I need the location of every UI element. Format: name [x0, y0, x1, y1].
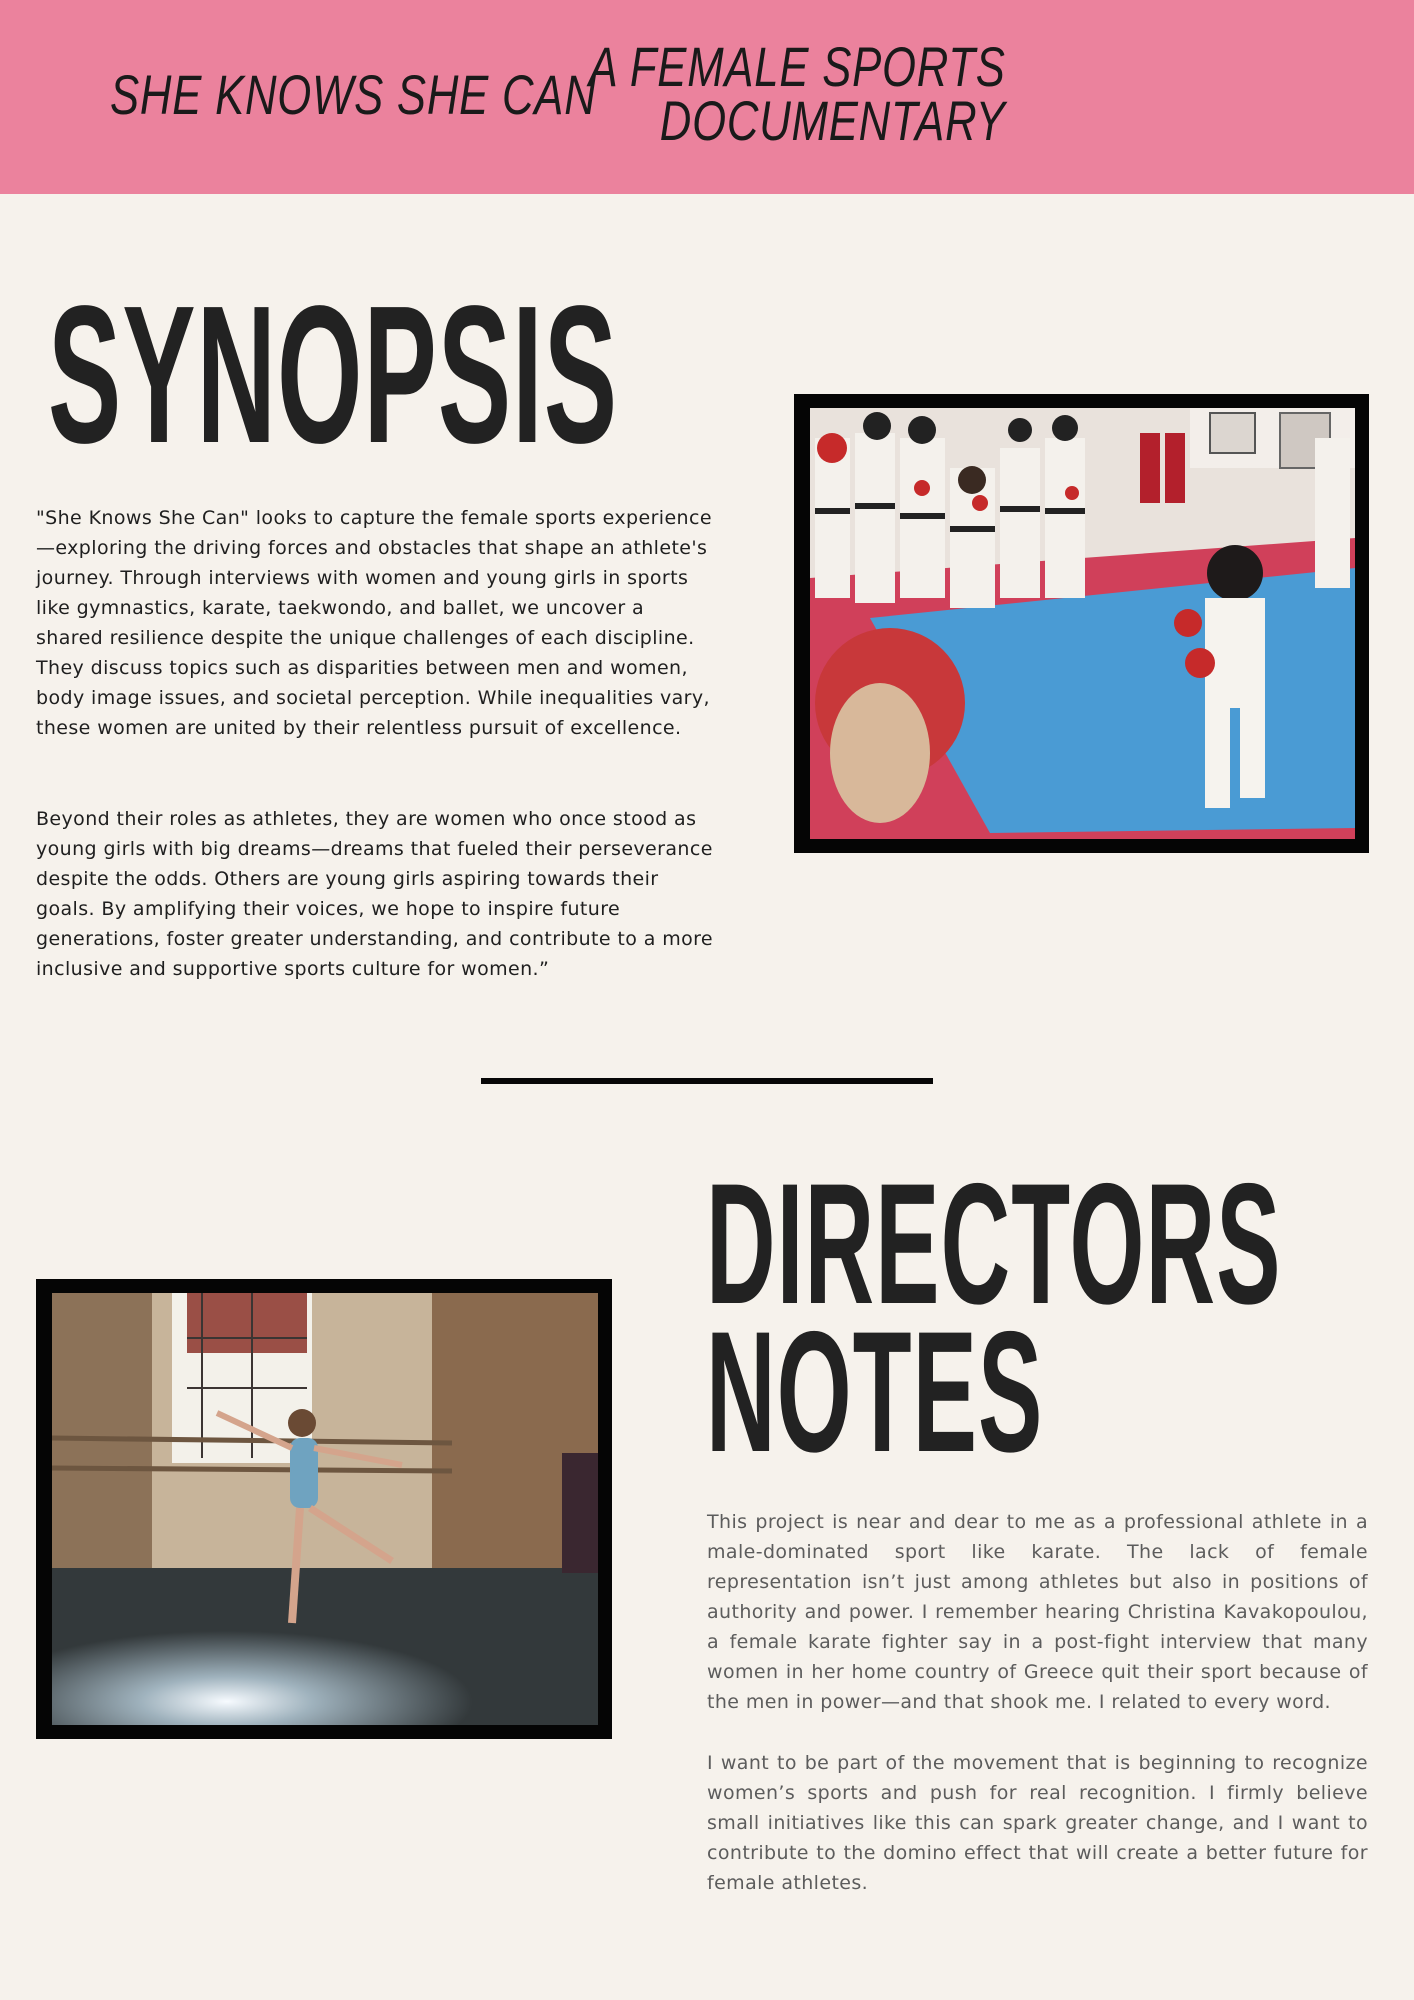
- directors-notes-paragraph-1: This project is near and dear to me as a professional athlete in a male-dominated sport like karate. The lack of female representation isn’t just among athletes but also in positions of authority and power. I remember hearing Christina Kavakopoulou, a female karate fighter say in a post-fight interview that many women in her home country of Greece quit their sport because of the men in power—and that shook me. I related to every word.: [707, 1511, 1368, 1713]
- banner-title-left: SHE KNOWS SHE CAN: [110, 63, 597, 126]
- banner-title-right-line2: DOCUMENTARY: [660, 89, 1006, 152]
- karate-photo: [794, 394, 1369, 853]
- directors-notes-heading-line1: DIRECTORS: [706, 1148, 1282, 1340]
- ballet-photo: [36, 1279, 612, 1739]
- section-divider: [481, 1078, 933, 1084]
- banner-title-right: [588, 35, 1006, 152]
- directors-notes-heading: [706, 1148, 1282, 1488]
- header-banner: [0, 0, 1414, 194]
- synopsis-paragraph-2: Beyond their roles as athletes, they are women who once stood as young girls with big dreams—dreams that fueled their perseverance despite the odds. Others are young girls aspiring towards their goals. By amplifying their voices, we hope to inspire future generations, foster greater understanding, and contribute to a more inclusive and supportive sports culture for women.”: [36, 808, 714, 980]
- directors-notes-heading-line2: NOTES: [706, 1296, 1044, 1488]
- synopsis-paragraph-1: "She Knows She Can" looks to capture the female sports experience—exploring the driving forces and obstacles that shape an athlete's journey. Through interviews with women and young girls in sports like gymnastics, karate, taekwondo, and ballet, we uncover a shared resilience despite the unique challenges of each discipline. They discuss topics such as disparities between men and women, body image issues, and societal perception. While inequalities vary, these women are united by their relentless pursuit of excellence.: [36, 507, 712, 739]
- directors-notes-paragraph-2: I want to be part of the movement that is beginning to recognize women’s sports and push for real recognition. I firmly believe small initiatives like this can spark greater change, and I want to contribute to the domino effect that will create a better future for female athletes.: [707, 1752, 1368, 1894]
- banner-title-right-line1: A FEMALE SPORTS: [588, 35, 1006, 98]
- ballet-photo-image: [52, 1293, 598, 1725]
- synopsis-heading: SYNOPSIS: [48, 265, 619, 484]
- karate-photo-image: [810, 408, 1355, 839]
